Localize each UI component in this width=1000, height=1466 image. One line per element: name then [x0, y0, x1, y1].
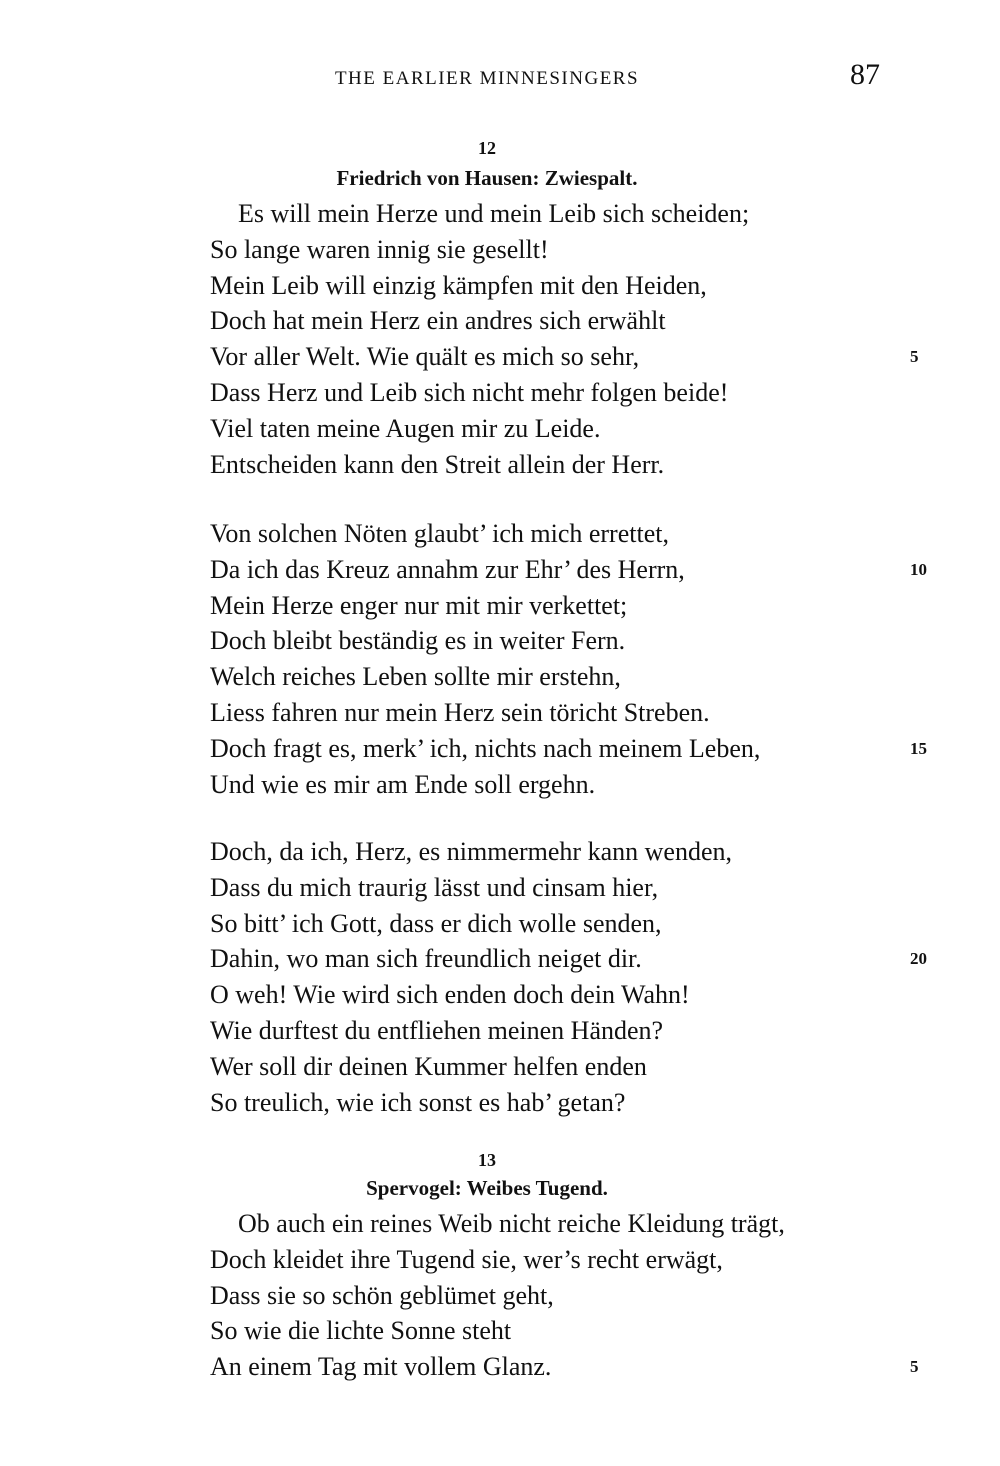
- poem-number: 13: [478, 1150, 496, 1170]
- verse-line: [210, 375, 930, 411]
- poem-title: Friedrich von Hausen: Zwiespalt.: [336, 166, 638, 190]
- verse-line: [210, 906, 930, 942]
- poem-title: Spervogel: Weibes Tugend.: [366, 1176, 608, 1200]
- verse-line: [210, 516, 930, 552]
- verse-line: [210, 1242, 930, 1278]
- verse-text: Doch, da ich, Herz, es nimmermehr kann wenden,: [210, 837, 732, 866]
- verse-line: [210, 1313, 930, 1349]
- verse-line: [210, 268, 930, 304]
- verse-line: [210, 977, 930, 1013]
- page-number: 87: [850, 58, 880, 91]
- verse-text: So bitt’ ich Gott, dass er dich wolle senden,: [210, 908, 662, 938]
- verse-line: [210, 731, 930, 767]
- stanza: [210, 516, 930, 802]
- verse-line: [210, 411, 930, 447]
- verse-line: [210, 941, 930, 977]
- verse-text: Es will mein Herze und mein Leib sich scheiden;: [238, 199, 750, 228]
- verse-line: [210, 1278, 930, 1314]
- verse-line: [210, 303, 930, 339]
- verse-line: [210, 552, 930, 588]
- verse-line: [210, 767, 930, 803]
- verse-text: So wie die lichte Sonne steht: [210, 1316, 512, 1346]
- verse-text: Dass sie so schön geblümet geht,: [210, 1280, 554, 1310]
- verse-text: Dahin, wo man sich freundlich neiget dir.: [210, 944, 642, 974]
- verse-text: So lange waren innig sie gesellt!: [210, 234, 549, 264]
- verse-text: Welch reiches Leben sollte mir erstehn,: [210, 662, 621, 692]
- verse-line: [210, 447, 930, 483]
- running-title: THE EARLIER MINNESINGERS: [334, 68, 640, 89]
- line-number: 20: [910, 949, 927, 969]
- verse-text: Vor aller Welt. Wie quält es mich so sehr,: [210, 342, 640, 372]
- verse-text: So treulich, wie ich sonst es hab’ getan?: [210, 1087, 626, 1117]
- verse-text: Mein Leib will einzig kämpfen mit den Heiden,: [210, 270, 707, 300]
- verse-line: [210, 834, 930, 870]
- verse-text: Dass du mich traurig lässt und cinsam hier,: [210, 872, 659, 902]
- verse-text: Da ich das Kreuz annahm zur Ehr’ des Herrn,: [210, 554, 685, 584]
- verse-text: Dass Herz und Leib sich nicht mehr folgen beide!: [210, 377, 729, 407]
- verse-text: Entscheiden kann den Streit allein der Herr.: [210, 449, 665, 479]
- verse-line: [210, 196, 930, 232]
- verse-line: [210, 870, 930, 906]
- verse-line: [210, 695, 930, 731]
- verse-text: O weh! Wie wird sich enden doch dein Wahn!: [210, 980, 690, 1010]
- verse-text: Doch fragt es, merk’ ich, nichts nach meinem Leben,: [210, 733, 761, 763]
- verse-text: Doch kleidet ihre Tugend sie, wer’s recht erwägt,: [210, 1244, 723, 1274]
- verse-line: [210, 1013, 930, 1049]
- verse-text: Von solchen Nöten glaubt’ ich mich errettet,: [210, 519, 669, 548]
- verse-line: [210, 1349, 930, 1385]
- verse-text: Wer soll dir deinen Kummer helfen enden: [210, 1051, 647, 1081]
- verse-line: [210, 623, 930, 659]
- verse-line: [210, 232, 930, 268]
- verse-line: [210, 1206, 930, 1242]
- verse-text: Und wie es mir am Ende soll ergehn.: [210, 769, 596, 799]
- verse-line: [210, 659, 930, 695]
- line-number: 15: [910, 738, 927, 758]
- verse-line: [210, 1049, 930, 1085]
- verse-text: Viel taten meine Augen mir zu Leide.: [210, 413, 601, 443]
- line-number: 5: [910, 1357, 919, 1377]
- verse-line: [210, 1085, 930, 1121]
- verse-text: Wie durftest du entfliehen meinen Händen?: [210, 1015, 664, 1045]
- verse-text: Doch bleibt beständig es in weiter Fern.: [210, 626, 626, 656]
- stanza: [210, 834, 930, 1120]
- verse-line: [210, 339, 930, 375]
- stanza: [210, 196, 930, 482]
- verse-text: Ob auch ein reines Weib nicht reiche Kleidung trägt,: [238, 1209, 785, 1238]
- verse-text: An einem Tag mit vollem Glanz.: [210, 1352, 552, 1382]
- verse-line: [210, 588, 930, 624]
- stanza: [210, 1206, 930, 1385]
- verse-text: Liess fahren nur mein Herz sein töricht Streben.: [210, 697, 710, 727]
- verse-text: Mein Herze enger nur mit mir verkettet;: [210, 590, 628, 620]
- verse-text: Doch hat mein Herz ein andres sich erwählt: [210, 306, 666, 336]
- line-number: 10: [910, 559, 927, 579]
- line-number: 5: [910, 347, 919, 367]
- poem-number: 12: [478, 138, 496, 158]
